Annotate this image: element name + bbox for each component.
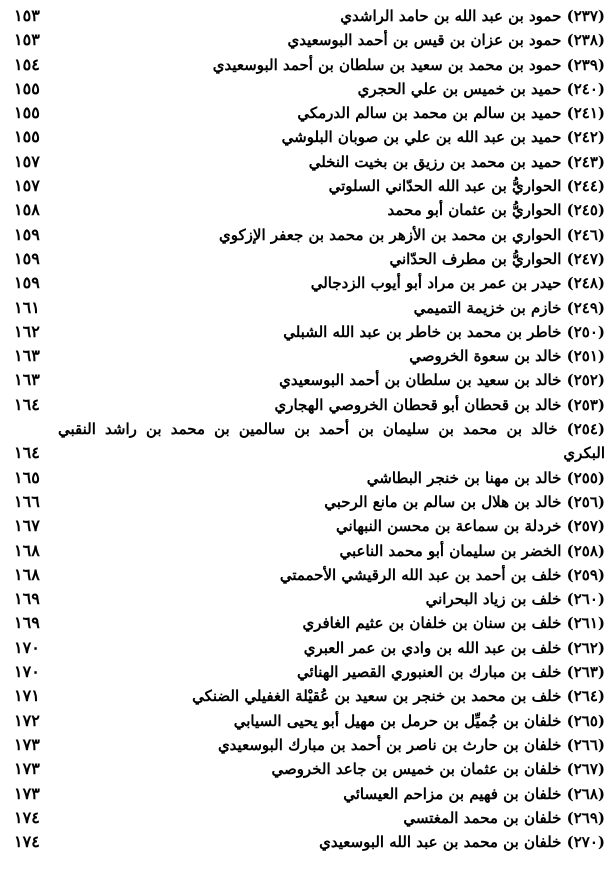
entry-name: حيدر بن عمر بن مراد أبو أيوب الزدجالي bbox=[310, 274, 562, 293]
entry-name: الخضر بن سليمان أبو محمد الناعبي bbox=[339, 541, 562, 560]
entry-page-number: ١٦٨ bbox=[14, 564, 40, 584]
index-entry bbox=[14, 249, 605, 273]
index-entry bbox=[14, 103, 605, 127]
entry-name: خلفان بن محمد بن عبد الله البوسعيدي bbox=[319, 833, 562, 852]
entry-number: (٢٣٧) bbox=[566, 7, 605, 25]
entry-text bbox=[58, 759, 605, 779]
entry-number: (٢٤٠) bbox=[566, 79, 605, 98]
index-entry bbox=[14, 419, 605, 443]
index-entry bbox=[14, 832, 605, 856]
index-entry bbox=[14, 273, 605, 297]
entry-name: خالد بن هلال بن سالم بن مانع الرحبي bbox=[324, 492, 562, 511]
entry-name: خالد بن سعوة الخروصي bbox=[409, 347, 562, 366]
entry-number: (٢٦٦) bbox=[566, 735, 605, 754]
entry-text bbox=[58, 6, 605, 26]
entry-text bbox=[58, 30, 605, 50]
entry-text bbox=[58, 273, 605, 293]
entry-number: (٢٤٤) bbox=[566, 177, 605, 196]
entry-page-number: ١٧١ bbox=[14, 686, 40, 706]
index-entry bbox=[14, 152, 605, 176]
entry-page-number: ١٧٣ bbox=[14, 734, 40, 754]
entry-name: حمود بن عزان بن قيس بن أحمد البوسعيدي bbox=[287, 31, 562, 50]
entry-text bbox=[58, 395, 605, 415]
entry-name: خلفان بن جُميِّل بن حرمل بن مهيل أبو يحيى السيابي bbox=[233, 711, 562, 730]
entry-page-number: ١٦٨ bbox=[14, 540, 40, 560]
entry-number: (٢٥٩) bbox=[566, 565, 605, 584]
entry-page-number: ١٥٥ bbox=[14, 103, 40, 123]
entry-name: خردلة بن سماعة بن محسن النبهاني bbox=[335, 517, 562, 536]
entry-text bbox=[58, 686, 605, 706]
index-entry bbox=[14, 662, 605, 686]
entry-page-number: ١٧٣ bbox=[14, 783, 40, 803]
entry-number: (٢٤٣) bbox=[566, 152, 605, 171]
entry-number: (٢٥٣) bbox=[566, 395, 605, 414]
index-entry bbox=[14, 346, 605, 370]
index-entry bbox=[14, 468, 605, 492]
entry-text bbox=[58, 808, 605, 828]
entry-name: الحواري بن محمد بن الأزهر بن محمد بن جعفر الإزكوي bbox=[219, 225, 562, 244]
entry-text bbox=[58, 152, 605, 172]
entry-page-number: ١٥٧ bbox=[14, 176, 40, 196]
entry-number: (٢٥٨) bbox=[566, 541, 605, 560]
index-entry bbox=[14, 322, 605, 346]
entry-name: خلف بن محمد بن خنجر بن سعيد بن عُقيْلة الغفيلي الضنكي bbox=[192, 687, 562, 706]
entry-page-number: ١٦٣ bbox=[14, 346, 40, 366]
index-entry bbox=[14, 589, 605, 613]
entry-page-number: ١٦٢ bbox=[14, 321, 40, 341]
entry-page-number: ١٧٣ bbox=[14, 759, 40, 779]
index-entry bbox=[14, 613, 605, 637]
entry-text bbox=[58, 249, 605, 269]
entry-name: خالد بن قحطان أبو قحطان الخروصي الهجاري bbox=[274, 395, 562, 414]
entry-number: (٢٤٩) bbox=[566, 298, 605, 317]
entry-text bbox=[58, 784, 605, 804]
entry-page-number: ١٥٩ bbox=[14, 273, 40, 293]
entry-text bbox=[58, 55, 605, 75]
entry-page-number: ١٧٤ bbox=[14, 807, 40, 827]
entry-page-number: ١٦٩ bbox=[14, 613, 40, 633]
entry-name: خلف بن سنان بن خلفان بن عثيم الغافري bbox=[302, 614, 562, 633]
entry-page-number: ١٥٥ bbox=[14, 127, 40, 147]
entry-name: خلف بن عبد الله بن وادي بن عمر العبري bbox=[303, 638, 562, 657]
entry-name: خلفان بن فهيم بن مزاحم العيسائي bbox=[343, 784, 562, 803]
entry-page-number: ١٦٣ bbox=[14, 370, 40, 390]
entry-text bbox=[58, 298, 605, 318]
entry-page-number: ١٦٤ bbox=[14, 394, 40, 414]
entry-text bbox=[58, 565, 605, 585]
entry-text bbox=[58, 322, 605, 342]
index-entry bbox=[14, 79, 605, 103]
entry-page-number: ١٦٤ bbox=[14, 443, 40, 463]
entry-number: (٢٦٢) bbox=[566, 638, 605, 657]
entry-page-number: ١٧٠ bbox=[14, 637, 40, 657]
entry-number: (٢٤١) bbox=[566, 104, 605, 123]
entry-name: خلف بن مبارك بن العنبوري القصير الهنائي bbox=[297, 663, 562, 682]
entry-number: (٢٦٠) bbox=[566, 590, 605, 609]
entry-page-number: ١٦٥ bbox=[14, 467, 40, 487]
entry-number: (٢٤٦) bbox=[566, 225, 605, 244]
entry-number: (٢٣٩) bbox=[566, 55, 605, 74]
index-entry bbox=[14, 784, 605, 808]
entry-text bbox=[58, 370, 605, 390]
entry-name: خاطر بن محمد بن خاطر بن عبد الله الشبلي bbox=[283, 322, 562, 341]
entry-number: (٢٥٠) bbox=[566, 322, 605, 341]
index-entry bbox=[14, 200, 605, 224]
entry-name: الحواريُّ بن عبد الله الحدّاني السلوتي bbox=[328, 177, 562, 196]
entry-text bbox=[58, 711, 605, 731]
entry-number: (٢٦٣) bbox=[566, 663, 605, 682]
entry-name: خلف بن زياد البحراني bbox=[425, 590, 562, 609]
entry-number: (٢٦٨) bbox=[566, 784, 605, 803]
entry-name: حميد بن محمد بن رزيق بن بخيت النخلي bbox=[308, 152, 562, 171]
entry-name: حميد بن عبد الله بن علي بن صوبان البلوشي bbox=[281, 128, 562, 147]
entry-name: خالد بن سعيد بن سلطان بن أحمد البوسعيدي bbox=[279, 371, 562, 390]
entry-text bbox=[58, 443, 605, 463]
entry-number: (٢٥٢) bbox=[566, 371, 605, 390]
entry-page-number: ١٦٩ bbox=[14, 589, 40, 609]
entry-number: (٢٦١) bbox=[566, 614, 605, 633]
index-entry bbox=[14, 565, 605, 589]
entry-name: خلف بن أحمد بن عبد الله الرقيشي الأحممتي bbox=[279, 565, 562, 584]
entry-number: (٢٦٥) bbox=[566, 711, 605, 730]
entry-name: حميد بن سالم بن محمد بن سالم الدرمكي bbox=[297, 104, 562, 123]
index-entry bbox=[14, 176, 605, 200]
entry-name: خالد بن محمد بن سليمان بن أحمد بن سالمين بن محمد بن راشد النقبي bbox=[58, 420, 558, 439]
entry-page-number: ١٧٢ bbox=[14, 710, 40, 730]
entry-page-number: ١٥٩ bbox=[14, 224, 40, 244]
entry-number: (٢٥٤) bbox=[566, 420, 605, 439]
index-entry bbox=[14, 735, 605, 759]
entry-text bbox=[58, 346, 605, 366]
entry-text bbox=[58, 419, 605, 439]
entry-number: (٢٦٩) bbox=[566, 808, 605, 827]
index-entry bbox=[14, 541, 605, 565]
entry-number: (٢٦٤) bbox=[566, 687, 605, 706]
index-entry bbox=[14, 298, 605, 322]
entry-page-number: ١٥٨ bbox=[14, 200, 40, 220]
index-entry bbox=[14, 225, 605, 249]
entry-text bbox=[58, 589, 605, 609]
entry-number: (٢٤٢) bbox=[566, 128, 605, 147]
entry-number: (٢٧٠) bbox=[566, 833, 605, 852]
entry-text bbox=[58, 638, 605, 658]
entry-text bbox=[58, 225, 605, 245]
entry-text bbox=[58, 516, 605, 536]
index-entry bbox=[14, 638, 605, 662]
entry-name: خلفان بن حارث بن ناصر بن أحمد بن مبارك البوسعيدي bbox=[217, 735, 562, 754]
entry-text bbox=[58, 735, 605, 755]
entry-name: حميد بن خميس بن علي الحجري bbox=[357, 79, 562, 98]
index-entry bbox=[14, 759, 605, 783]
entry-name: خازم بن خزيمة التميمي bbox=[413, 298, 562, 317]
entry-page-number: ١٧٠ bbox=[14, 662, 40, 682]
entry-number: (٢٤٨) bbox=[566, 274, 605, 293]
entry-page-number: ١٧٤ bbox=[14, 832, 40, 852]
index-entry bbox=[14, 516, 605, 540]
entry-page-number: ١٥٥ bbox=[14, 78, 40, 98]
entry-number: (٢٥٦) bbox=[566, 492, 605, 511]
entry-text bbox=[58, 103, 605, 123]
entry-page-number: ١٥٧ bbox=[14, 151, 40, 171]
index-entry bbox=[14, 443, 605, 467]
entry-number: (٢٤٥) bbox=[566, 201, 605, 220]
entry-page-number: ١٦٧ bbox=[14, 516, 40, 536]
index-entry bbox=[14, 686, 605, 710]
entry-text bbox=[58, 127, 605, 147]
entry-name: خالد بن مهنا بن خنجر البطاشي bbox=[366, 468, 562, 487]
index-entry bbox=[14, 492, 605, 516]
index-entry bbox=[14, 30, 605, 54]
entry-name: الحواريُّ بن مطرف الحدّاني bbox=[389, 249, 562, 268]
entry-number: (٢٥١) bbox=[566, 347, 605, 366]
entry-text bbox=[58, 79, 605, 99]
index-entry bbox=[14, 370, 605, 394]
entry-text bbox=[58, 492, 605, 512]
entry-number: (٢٥٧) bbox=[566, 517, 605, 536]
entry-number: (٢٥٥) bbox=[566, 468, 605, 487]
entry-text bbox=[58, 832, 605, 852]
entry-number: (٢٤٧) bbox=[566, 249, 605, 268]
entry-text bbox=[58, 468, 605, 488]
entry-text bbox=[58, 541, 605, 561]
index-list bbox=[14, 6, 605, 856]
entry-text bbox=[58, 200, 605, 220]
index-entry bbox=[14, 395, 605, 419]
index-entry bbox=[14, 711, 605, 735]
entry-name: البكري bbox=[563, 444, 605, 463]
entry-page-number: ١٥٤ bbox=[14, 54, 40, 74]
entry-page-number: ١٥٩ bbox=[14, 248, 40, 268]
entry-text bbox=[58, 176, 605, 196]
index-entry bbox=[14, 127, 605, 151]
entry-number: (٢٦٧) bbox=[566, 760, 605, 779]
index-entry bbox=[14, 55, 605, 79]
entry-number: (٢٣٨) bbox=[566, 31, 605, 50]
entry-page-number: ١٦٦ bbox=[14, 491, 40, 511]
index-entry bbox=[14, 6, 605, 30]
index-entry bbox=[14, 808, 605, 832]
entry-text bbox=[58, 662, 605, 682]
entry-name: خلفان بن محمد المغتسي bbox=[403, 808, 562, 827]
entry-page-number: ١٥٣ bbox=[14, 30, 40, 50]
entry-name: الحواريُّ بن عثمان أبو محمد bbox=[387, 201, 562, 220]
entry-name: خلفان بن عثمان بن خميس بن جاعد الخروصي bbox=[271, 760, 562, 779]
entry-name: حمود بن محمد بن سعيد بن سلطان بن أحمد البوسعيدي bbox=[212, 55, 562, 74]
entry-page-number: ١٥٣ bbox=[14, 6, 40, 25]
entry-text bbox=[58, 613, 605, 633]
entry-page-number: ١٦١ bbox=[14, 297, 40, 317]
entry-name: حمود بن عبد الله بن حامد الراشدي bbox=[340, 7, 562, 25]
